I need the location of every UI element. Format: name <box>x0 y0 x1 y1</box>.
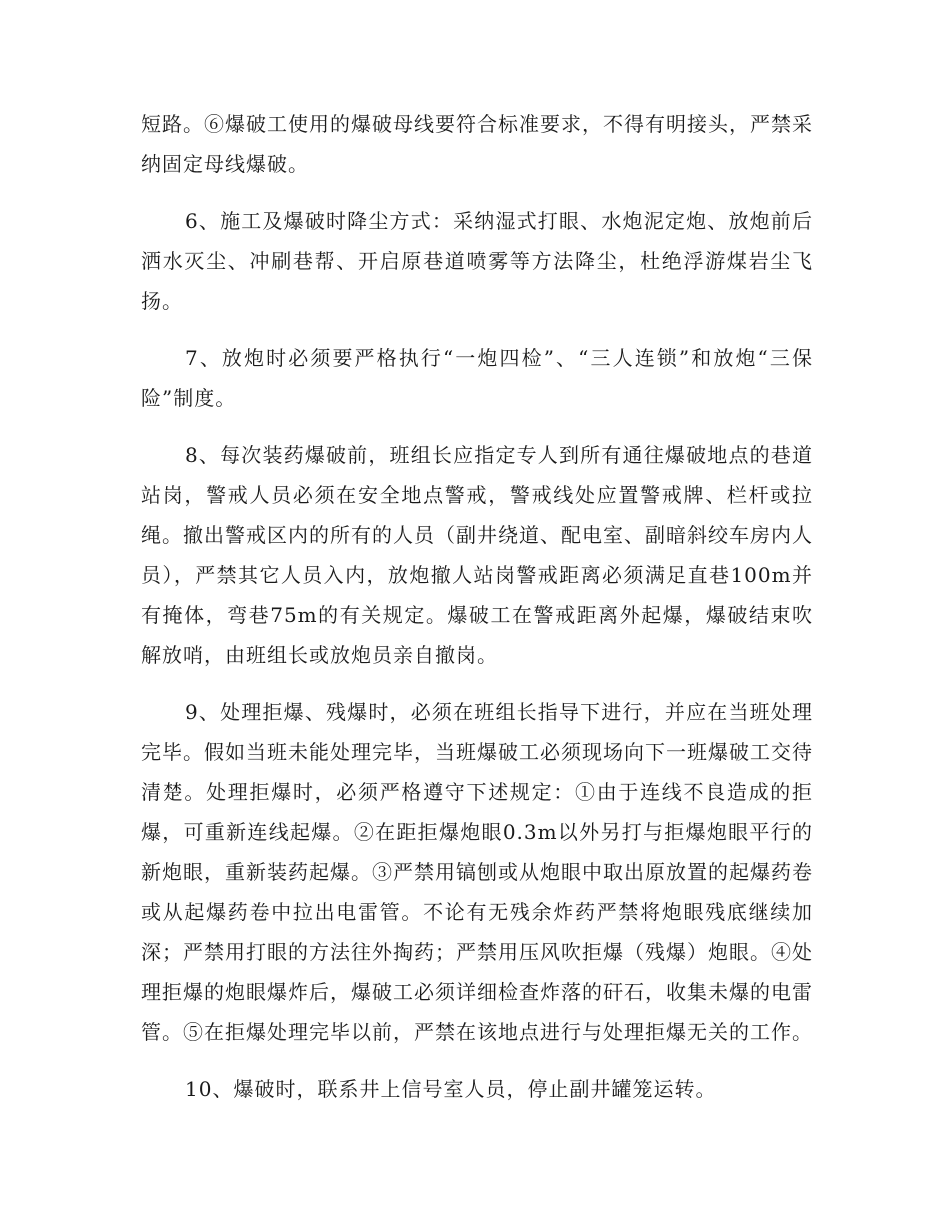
paragraph-item-8: 8、每次装药爆破前，班组长应指定专人到所有通往爆破地点的巷道站岗，警戒人员必须在安全地点警戒，警戒线处应置警戒牌、栏杆或拉绳。撤出警戒区内的所有的人员（副井绕道、配电室、副暗斜绞车房内人员），严禁其它人员入内，放炮撤人站岗警戒距离必须满足直巷100m并有掩体，弯巷75m的有关规定。爆破工在警戒距离外起爆，爆破结束吹解放哨，由班组长或放炮员亲自撤岗。 <box>141 443 813 667</box>
paragraph-continuation: 短路。⑥爆破工使用的爆破母线要符合标准要求，不得有明接头，严禁采纳固定母线爆破。 <box>141 112 813 176</box>
paragraph-item-9: 9、处理拒爆、残爆时，必须在班组长指导下进行，并应在当班处理完毕。假如当班未能处理完毕，当班爆破工必须现场向下一班爆破工交待清楚。处理拒爆时，必须严格遵守下述规定：①由于连线不良造成的拒爆，可重新连线起爆。②在距拒爆炮眼0.3m以外另打与拒爆炮眼平行的新炮眼，重新装药起爆。③严禁用镐刨或从炮眼中取出原放置的起爆药卷或从起爆药卷中拉出电雷管。不论有无残余炸药严禁将炮眼残底继续加深；严禁用打眼的方法往外掏药；严禁用压风吹拒爆（残爆）炮眼。④处理拒爆的炮眼爆炸后，爆破工必须详细检查炸落的矸石，收集未爆的电雷管。⑤在拒爆处理完毕以前，严禁在该地点进行与处理拒爆无关的工作。 <box>141 700 813 1044</box>
paragraph-item-6: 6、施工及爆破时降尘方式：采纳湿式打眼、水炮泥定炮、放炮前后洒水灭尘、冲刷巷帮、开启原巷道喷雾等方法降尘，杜绝浮游煤岩尘飞扬。 <box>141 209 813 313</box>
paragraph-item-7: 7、放炮时必须要严格执行“一炮四检”、“三人连锁”和放炮“三保险”制度。 <box>141 346 813 410</box>
document-body <box>141 104 813 1109</box>
paragraph-item-10: 10、爆破时，联系井上信号室人员，停止副井罐笼运转。 <box>185 1077 717 1101</box>
